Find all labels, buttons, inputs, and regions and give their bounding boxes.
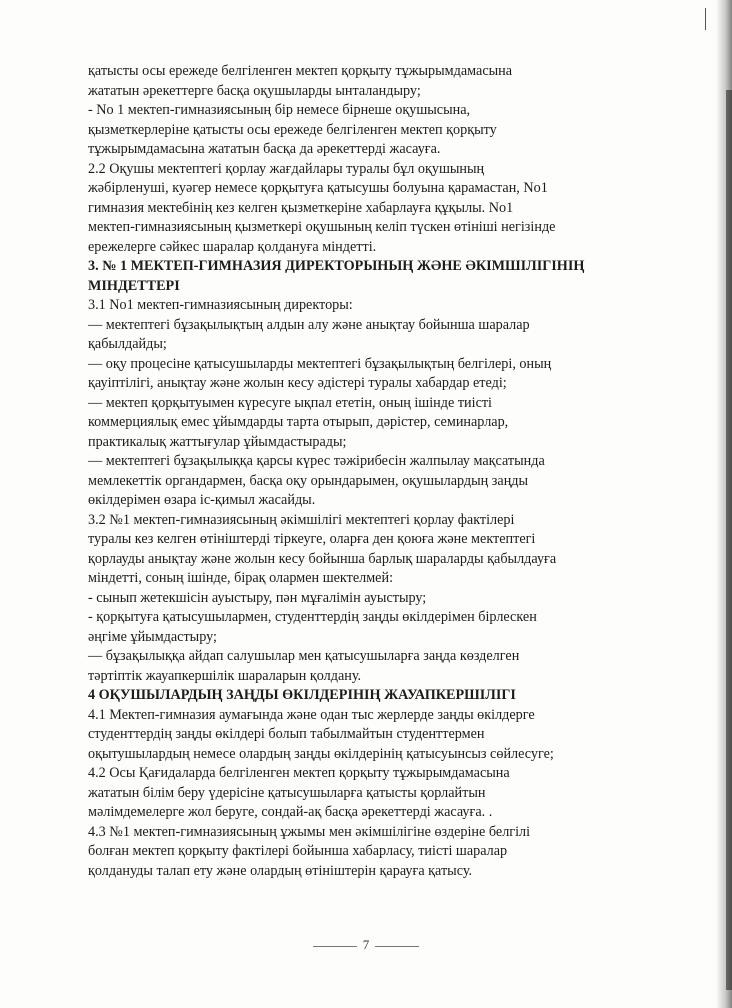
text-line: жәбірленуші, куәгер немесе қорқытуға қатысушы болуына қарамастан, No1 xyxy=(88,180,548,196)
scan-right-edge-band xyxy=(726,90,732,990)
text-line: 4.2 Осы Қағидаларда белгіленген мектеп қорқыту тұжырымдамасына xyxy=(88,765,510,781)
section-heading: 4 ОҚУШЫЛАРДЫҢ ЗАҢДЫ ӨКІЛДЕРІНІҢ ЖАУАПКЕРШІЛІГІ xyxy=(88,687,516,703)
text-line: 3.2 №1 мектеп-гимназиясының әкімшілігі мектептегі қорлау фактілері xyxy=(88,511,515,528)
text-line: мектеп-гимназиясының қызметкері оқушының келіп түскен өтініші негізінде xyxy=(88,219,556,235)
text-line: — бұзақылыққа айдап салушылар мен қатысушыларға заңда көзделген xyxy=(88,648,520,664)
text-line: — оқу процесіне қатысушыларды мектептегі бұзақылықтың белгілері, оның xyxy=(88,355,552,372)
text-line: өкілдерімен өзара іс-қимыл жасайды. xyxy=(88,492,316,508)
text-line: студенттердің заңды өкілдері болып табылмайтын студенттермен xyxy=(88,726,485,742)
text-line: туралы кез келген өтініштерді тіркеуге, оларға ден қоюға және мектептегі xyxy=(88,531,536,547)
text-line: қатысты осы ережеде белгіленген мектеп қорқыту тұжырымдамасына xyxy=(88,63,513,79)
section-heading: МІНДЕТТЕРІ xyxy=(88,277,180,294)
text-line: — мектептегі бұзақылыққа қарсы күрес тәжірибесін жалпылау мақсатында xyxy=(88,453,545,469)
scan-top-mark xyxy=(705,8,706,30)
text-line: қауіптілігі, анықтау және жолын кесу әдістері туралы хабардар етеді; xyxy=(88,375,507,391)
text-line: болған мектеп қорқыту фактілері бойынша хабарласу, тиісті шаралар xyxy=(88,843,508,859)
page-footer xyxy=(0,937,732,953)
text-line: тұжырымдамасына жататын басқа да әрекеттерді жасауға. xyxy=(88,141,441,157)
text-line: гимназия мектебінің кез келген қызметкеріне хабарлауға құқылы. No1 xyxy=(88,199,514,216)
text-line: 4.1 Мектеп-гимназия аумағында және одан тыс жерлерде заңды өкілдерге xyxy=(88,706,535,723)
text-line: әңгіме ұйымдастыру; xyxy=(88,628,217,645)
text-line: коммерциялық емес ұйымдарды тарта отырып, дәрістер, семинарлар, xyxy=(88,414,509,430)
text-line: - No 1 мектеп-гимназиясының бір немесе бірнеше оқушысына, xyxy=(88,102,471,118)
text-line: — мектептегі бұзақылықтың алдын алу және анықтау бойынша шаралар xyxy=(88,316,530,333)
section-heading: 3. № 1 МЕКТЕП-ГИМНАЗИЯ ДИРЕКТОРЫНЫҢ ЖӘНЕ ӘКІМШІЛІГІНІҢ xyxy=(88,258,585,274)
text-line: - сынып жетекшісін ауыстыру, пән мұғалімін ауыстыру; xyxy=(88,589,427,606)
text-line: жататын білім беру үдерісіне қатысушыларға қатысты қорлайтын xyxy=(88,784,486,801)
text-line: — мектеп қорқытуымен күресуге ықпал ететін, оның ішінде тиісті xyxy=(88,394,493,411)
page-number: 7 xyxy=(362,937,370,952)
text-line: мемлекеттік органдармен, басқа оқу орындарымен, оқушылардың заңды xyxy=(88,472,529,489)
text-line: практикалық жаттығулар ұйымдастырады; xyxy=(88,433,347,450)
text-line: қорлауды анықтау және жолын кесу бойынша барлық шараларды қабылдауға xyxy=(88,550,557,567)
text-line: жататын әрекеттерге басқа оқушыларды ынталандыру; xyxy=(88,82,421,99)
text-line: оқытушылардың немесе олардың заңды өкілдерінің қатысуынсыз сөйлесуге; xyxy=(88,745,554,762)
text-line: мәлімдемелерге жол беруге, сондай-ақ басқа әрекеттерді жасауға. . xyxy=(88,804,493,820)
document-body xyxy=(88,62,666,881)
text-line: қолдануды талап ету және олардың өтініштерін қарауға қатысу. xyxy=(88,862,473,879)
text-line: тәртіптік жауапкершілік шараларын қолдану. xyxy=(88,667,362,684)
footer-rule-left xyxy=(313,946,357,947)
text-line: қабылдайды; xyxy=(88,336,167,352)
text-line: - қорқытуға қатысушылармен, студенттердің заңды өкілдерімен бірлескен xyxy=(88,609,537,625)
text-line: 3.1 No1 мектеп-гимназиясының директоры: xyxy=(88,297,353,313)
footer-rule-right xyxy=(375,946,419,947)
text-line: қызметкерлеріне қатысты осы ережеде белгіленген мектеп қорқыту xyxy=(88,121,497,138)
text-line: ережелерге сәйкес шаралар қолдануға міндетті. xyxy=(88,238,377,255)
text-line: 4.3 №1 мектеп-гимназиясының ұжымы мен әкімшілігіне өздеріне белгілі xyxy=(88,823,531,840)
text-line: 2.2 Оқушы мектептегі қорлау жағдайлары туралы бұл оқушының xyxy=(88,160,485,177)
text-line: міндетті, соның ішінде, бірақ олармен шектелмей: xyxy=(88,570,394,586)
